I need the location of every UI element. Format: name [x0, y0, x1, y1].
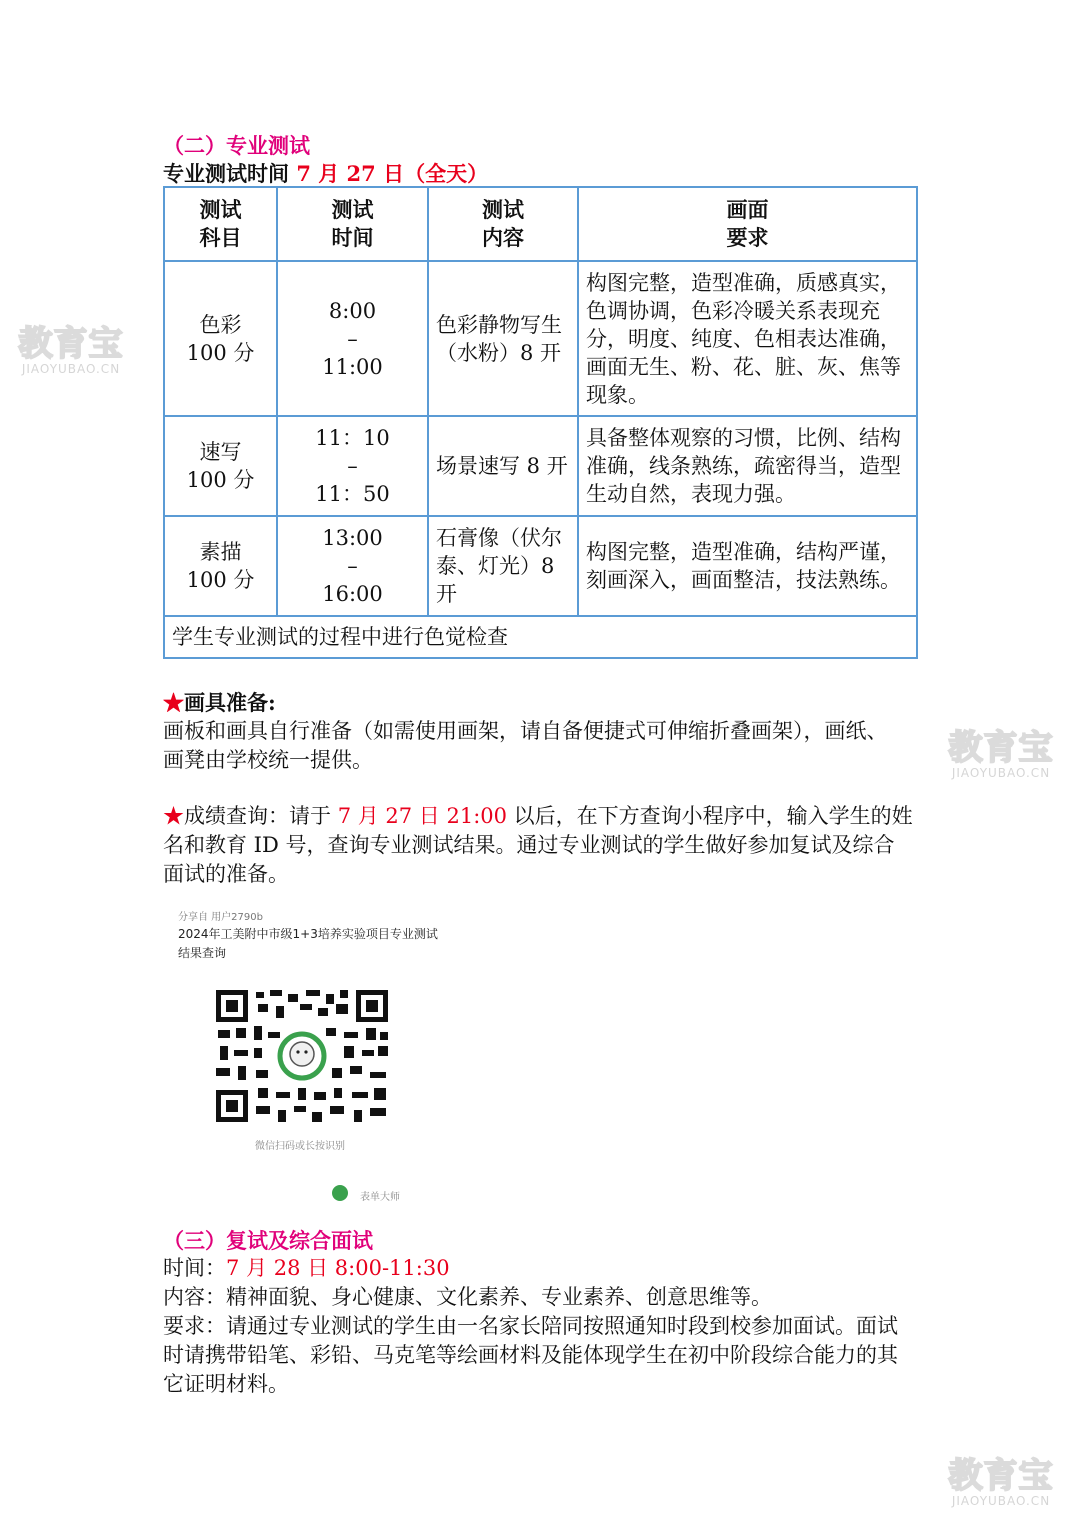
interview-time-value: 7 月 28 日 8:00-11:30: [226, 1256, 450, 1280]
qr-code[interactable]: [214, 988, 390, 1124]
cell-footer: 学生专业测试的过程中进行色觉检查: [164, 616, 917, 658]
cell-time: 11：10 – 11：50: [277, 416, 428, 516]
table-row: [164, 516, 917, 616]
interview-requirement: 时请携带铅笔、彩铅、马克笔等绘画材料及能体现学生在初中阶段综合能力的其: [163, 1343, 898, 1367]
interview-requirement: 要求：请通过专业测试的学生由一名家长陪同按照通知时段到校参加面试。面试: [163, 1314, 898, 1338]
header-time: 测试 时间: [277, 187, 428, 261]
cell-subject: 素描 100 分: [164, 516, 277, 616]
section3-heading: （三）复试及综合面试: [163, 1228, 373, 1253]
results-line: ★成绩查询：请于 7 月 27 日 21:00 以后，在下方查询小程序中，输入学生的姓: [163, 804, 913, 828]
qr-scan-hint: 微信扫码或长按识别: [255, 1141, 345, 1152]
watermark-url: JIAOYUBAO.CN: [21, 362, 121, 376]
cell-content: 色彩静物写生（水粉）8 开: [428, 261, 578, 416]
tools-title: 画具准备:: [184, 690, 276, 715]
header-content: 测试 内容: [428, 187, 578, 261]
table-header-row: [164, 187, 917, 261]
qr-title: 2024年工美附中市级1+3培养实验项目专业测试结果查询: [178, 927, 438, 960]
cell-requirement: 构图完整，造型准确，质感真实，色调协调，色彩冷暖关系表现充分，明度、纯度、色相表达准确，画面无生、粉、花、脏、灰、焦等现象。: [578, 261, 917, 416]
cell-content: 石膏像（伏尔泰、灯光）8 开: [428, 516, 578, 616]
tools-line: 画板和画具自行准备（如需使用画架，请自备便捷式可伸缩折叠画架），画纸、: [163, 719, 888, 743]
cell-requirement: 构图完整，造型准确，结构严谨，刻画深入，画面整洁，技法熟练。: [578, 516, 917, 616]
watermark-brand: 教育宝: [948, 728, 1054, 768]
interview-time-line: 时间：7 月 28 日 8:00-11:30: [163, 1256, 450, 1280]
test-time-value: 7 月 27 日（全天）: [296, 161, 489, 186]
interview-content: 内容：精神面貌、身心健康、文化素养、专业素养、创意思维等。: [163, 1285, 772, 1309]
cell-subject: 色彩 100 分: [164, 261, 277, 416]
qr-brand: 表单大师: [360, 1192, 400, 1203]
watermark: [942, 1458, 1060, 1508]
cell-time: 8:00 – 11:00: [277, 261, 428, 416]
table-row: [164, 261, 917, 416]
watermark-brand: 教育宝: [18, 324, 124, 364]
cell-subject: 速写 100 分: [164, 416, 277, 516]
table-row: [164, 416, 917, 516]
cell-content: 场景速写 8 开: [428, 416, 578, 516]
results-date: 7 月 27 日 21:00: [337, 804, 507, 828]
table-footer-row: [164, 616, 917, 658]
interview-requirement: 它证明材料。: [163, 1372, 289, 1396]
header-subject: 测试 科目: [164, 187, 277, 261]
tools-heading: [163, 688, 276, 717]
results-line: 名和教育 ID 号，查询专业测试结果。通过专业测试的学生做好参加复试及综合: [163, 833, 895, 857]
form-brand-icon: [332, 1185, 348, 1201]
watermark: [942, 730, 1060, 780]
tools-line: 画凳由学校统一提供。: [163, 748, 373, 772]
star-icon: ★: [163, 804, 184, 828]
cell-time: 13:00 – 16:00: [277, 516, 428, 616]
qr-card: [170, 905, 440, 1205]
test-time-line: [163, 159, 488, 188]
watermark: [12, 326, 130, 376]
star-icon: ★: [163, 690, 184, 715]
test-time-prefix: 专业测试时间: [163, 161, 297, 186]
watermark-brand: 教育宝: [948, 1456, 1054, 1496]
header-requirement: 画面 要求: [578, 187, 917, 261]
section2-heading: （二）专业测试: [163, 133, 310, 158]
watermark-url: JIAOYUBAO.CN: [951, 1494, 1051, 1508]
watermark-url: JIAOYUBAO.CN: [951, 766, 1051, 780]
cell-requirement: 具备整体观察的习惯，比例、结构准确，线条熟练，疏密得当，造型生动自然，表现力强。: [578, 416, 917, 516]
qr-share-from: 分享自 用户2790b: [178, 912, 263, 923]
results-line: 面试的准备。: [163, 862, 289, 886]
test-schedule-table: [163, 186, 918, 659]
